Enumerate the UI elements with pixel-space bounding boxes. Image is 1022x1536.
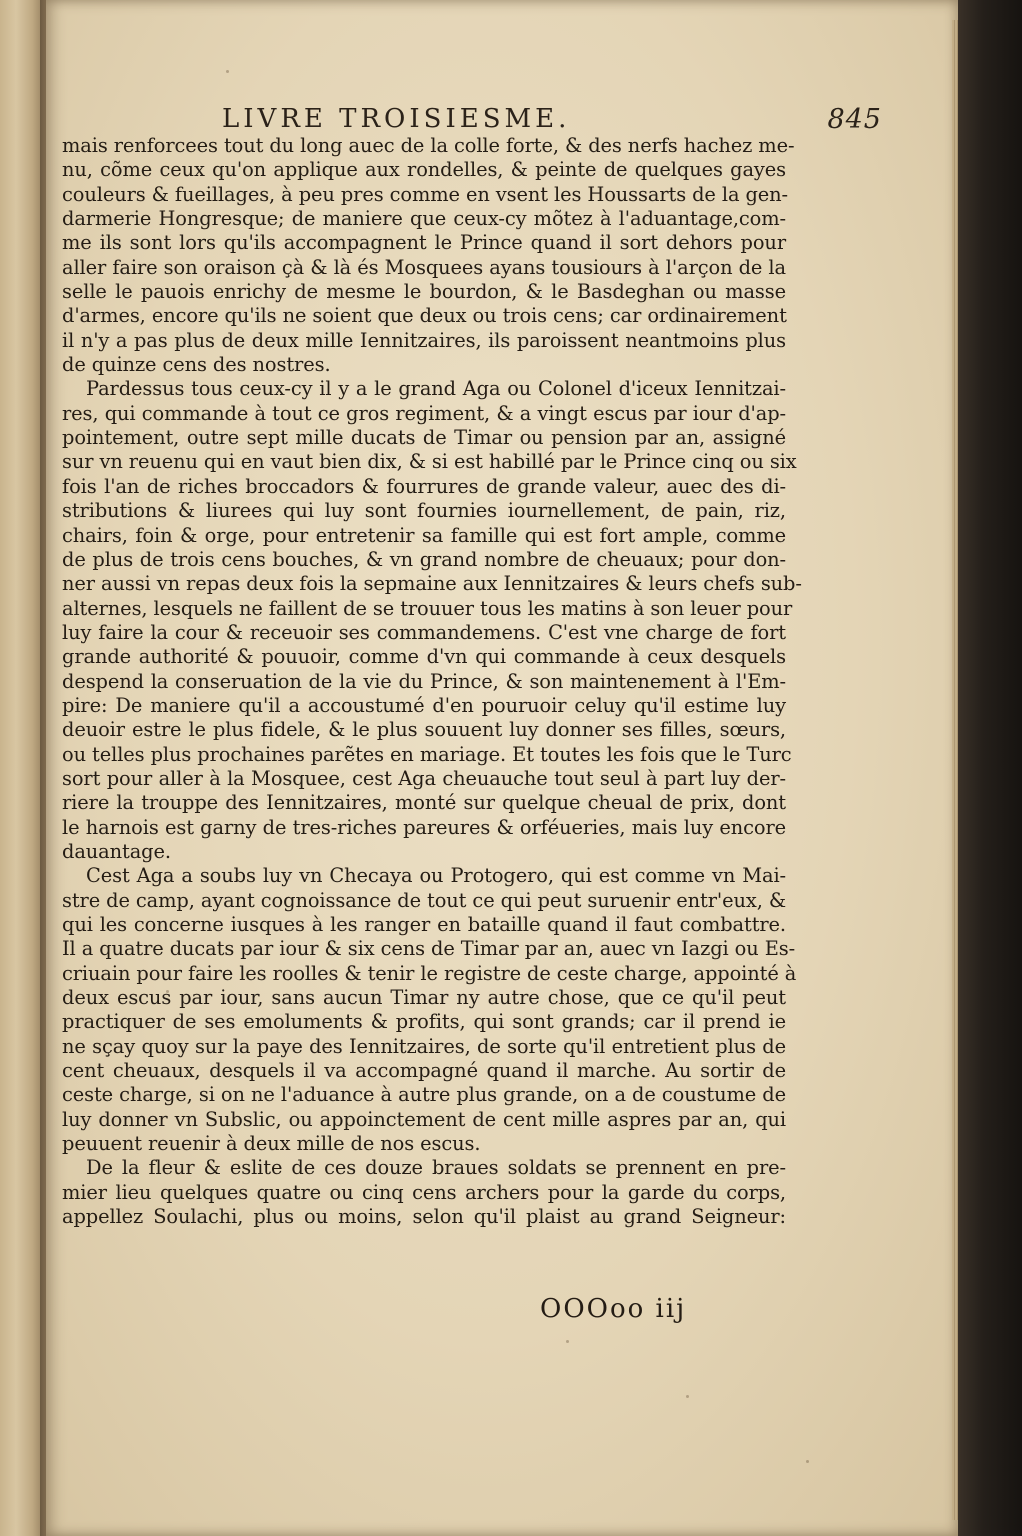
- text-line: ner aussi vn repas deux fois la sepmaine aux Iennitzaires & leurs chefs sub-: [62, 572, 802, 596]
- text-line: res, qui commande à tout ce gros regiment, & a vingt escus par iour d'ap-: [62, 401, 786, 425]
- signature-mark: OOOoo iij: [540, 1294, 687, 1324]
- scan-background: [958, 0, 1022, 1536]
- text-line: cent cheuaux, desquels il va accompagné quand il marche. Au sortir de: [62, 1059, 786, 1083]
- text-line: deux escus par iour, sans aucun Timar ny autre chose, que ce qu'il peut: [62, 986, 786, 1010]
- text-line: stre de camp, ayant cognoissance de tout ce qui peut suruenir entr'eux, &: [62, 888, 786, 912]
- text-line: ne sçay quoy sur la paye des Iennitzaires, de sorte qu'il entretient plus de: [62, 1034, 786, 1058]
- text-line: practiquer de ses emoluments & profits, qui sont grands; car il prend ie: [62, 1010, 786, 1034]
- text-line: couleurs & fueillages, à peu pres comme en vsent les Houssarts de la gen-: [62, 182, 789, 206]
- text-line: luy donner vn Subslic, ou appoinctement de cent mille aspres par an, qui: [62, 1107, 786, 1131]
- text-line: sur vn reuenu qui en vaut bien dix, & si est habillé par le Prince cinq ou six: [62, 450, 797, 474]
- text-line: dauantage.: [62, 839, 171, 863]
- text-line: darmerie Hongresque; de maniere que ceux-cy mõtez à l'aduantage,com-: [62, 207, 786, 231]
- text-line: aller faire son oraison çà & là és Mosquees ayans tousiours à l'arçon de la: [62, 255, 786, 279]
- text-line: sort pour aller à la Mosquee, cest Aga cheuauche tout seul à part luy der-: [62, 766, 786, 790]
- running-head: LIVRE TROISIESME.: [222, 104, 571, 134]
- text-line: nu, cõme ceux qu'on applique aux rondelles, & peinte de quelques gayes: [62, 158, 786, 182]
- text-line: il n'y a pas plus de deux mille Iennitzaires, ils paroissent neantmoins plus: [62, 328, 786, 352]
- text-line: pire: De maniere qu'il a accoustumé d'en pouruoir celuy qu'il estime luy: [62, 693, 786, 717]
- text-line: me ils sont lors qu'ils accompagnent le Prince quand il sort dehors pour: [62, 231, 786, 255]
- text-line: chairs, foin & orge, pour entretenir sa famille qui est fort ample, comme: [62, 523, 786, 547]
- text-line: le harnois est garny de tres-riches pareures & orféueries, mais luy encore: [62, 815, 786, 839]
- text-line: mais renforcees tout du long auec de la colle forte, & des nerfs hachez me-: [62, 134, 795, 157]
- text-line: alternes, lesquels ne faillent de se trouuer tous les matins à son leuer pour: [62, 596, 793, 620]
- text-line: criuain pour faire les roolles & tenir le registre de ceste charge, appointé à: [62, 961, 797, 985]
- text-line: Pardessus tous ceux-cy il y a le grand Aga ou Colonel d'iceux Iennitzai-: [86, 377, 786, 401]
- text-line: ou telles plus prochaines parẽtes en mariage. Et toutes les fois que le Turc: [62, 742, 792, 766]
- text-line: stributions & liurees qui luy sont fournies iournellement, de pain, riz,: [62, 499, 786, 523]
- page-number: 845: [827, 104, 882, 135]
- text-line: qui les concerne iusques à les ranger en bataille quand il faut combattre.: [62, 913, 786, 936]
- text-line: d'armes, encore qu'ils ne soient que deux ou trois cens; car ordinairement: [62, 304, 787, 328]
- text-line: De la fleur & eslite de ces douze braues soldats se prennent en pre-: [86, 1156, 786, 1180]
- text-line: Il a quatre ducats par iour & six cens de Timar par an, auec vn Iazgi ou Es-: [62, 937, 796, 961]
- text-line: selle le pauois enrichy de mesme le bourdon, & le Basdeghan ou masse: [62, 280, 786, 304]
- text-line: riere la trouppe des Iennitzaires, monté sur quelque cheual de prix, dont: [62, 791, 786, 815]
- text-line: fois l'an de riches broccadors & fourrures de grande valeur, auec des di-: [62, 474, 786, 498]
- text-line: pointement, outre sept mille ducats de Timar ou pension par an, assigné: [62, 426, 786, 450]
- text-line: de plus de trois cens bouches, & vn grand nombre de cheuaux; pour don-: [62, 547, 786, 571]
- text-line: mier lieu quelques quatre ou cinq cens archers pour la garde du corps,: [62, 1180, 786, 1204]
- text-line: luy faire la cour & receuoir ses commandemens. C'est vne charge de fort: [62, 620, 786, 644]
- text-line: despend la conseruation de la vie du Prince, & son maintenement à l'Em-: [62, 669, 786, 693]
- text-line: ceste charge, si on ne l'aduance à autre plus grande, on a de coustume de: [62, 1083, 786, 1107]
- text-line: peuuent reuenir à deux mille de nos escus.: [62, 1132, 481, 1156]
- text-line: deuoir estre le plus fidele, & le plus souuent luy donner ses filles, sœurs,: [62, 718, 786, 742]
- body-text: [62, 134, 802, 1229]
- text-line: Cest Aga a soubs luy vn Checaya ou Protogero, qui est comme vn Mai-: [86, 864, 786, 888]
- text-line: appellez Soulachi, plus ou moins, selon qu'il plaist au grand Seigneur:: [62, 1205, 786, 1229]
- text-line: de quinze cens des nostres.: [62, 353, 331, 377]
- text-line: grande authorité & pouuoir, comme d'vn qui commande à ceux desquels: [62, 645, 786, 669]
